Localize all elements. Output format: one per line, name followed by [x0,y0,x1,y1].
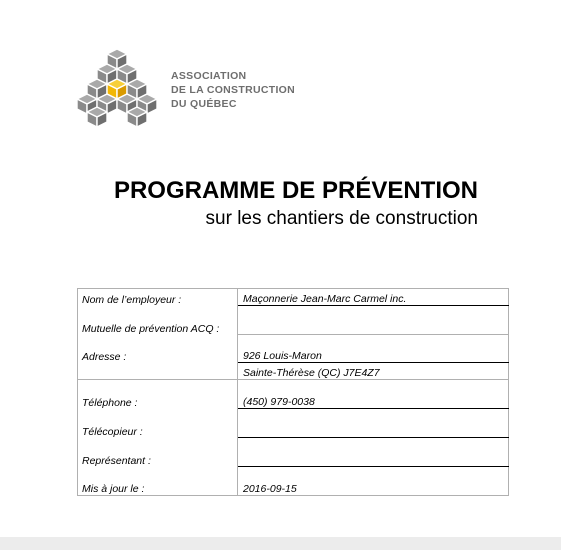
employer-name-value: Maçonnerie Jean-Marc Carmel inc. [238,289,509,306]
address-continuation-label [78,363,238,380]
organization-name-line1: ASSOCIATION [171,70,247,82]
table-row [78,306,509,335]
organization-name-line2: DE LA CONSTRUCTION [171,84,296,96]
organization-name [171,69,295,111]
table-row [78,380,509,409]
telephone-label: Téléphone : [78,380,238,409]
address-label: Adresse : [78,335,238,363]
table-row [78,289,509,306]
representative-value [238,438,509,467]
employer-info-table [77,288,509,496]
prevention-mutual-label: Mutuelle de prévention ACQ : [78,306,238,335]
organization-name-line3: DU QUÉBEC [171,98,237,110]
fax-value [238,409,509,438]
table-row [78,335,509,363]
table-row [78,409,509,438]
prevention-mutual-value [238,306,509,335]
stacked-cubes-logo-icon [74,46,160,128]
updated-on-label: Mis à jour le : [78,467,238,496]
address-line1-value: 926 Louis-Maron [238,335,509,363]
table-row [78,467,509,496]
representative-label: Représentant : [78,438,238,467]
updated-on-value: 2016-09-15 [238,467,509,496]
table-row [78,363,509,380]
telephone-value: (450) 979-0038 [238,380,509,409]
table-row [78,438,509,467]
address-line2-value: Sainte-Thérèse (QC) J7E4Z7 [238,363,509,380]
document-subtitle: sur les chantiers de construction [205,208,478,229]
document-title: PROGRAMME DE PRÉVENTION [113,177,478,204]
employer-name-label: Nom de l’employeur : [78,289,238,306]
fax-label: Télécopieur : [78,409,238,438]
